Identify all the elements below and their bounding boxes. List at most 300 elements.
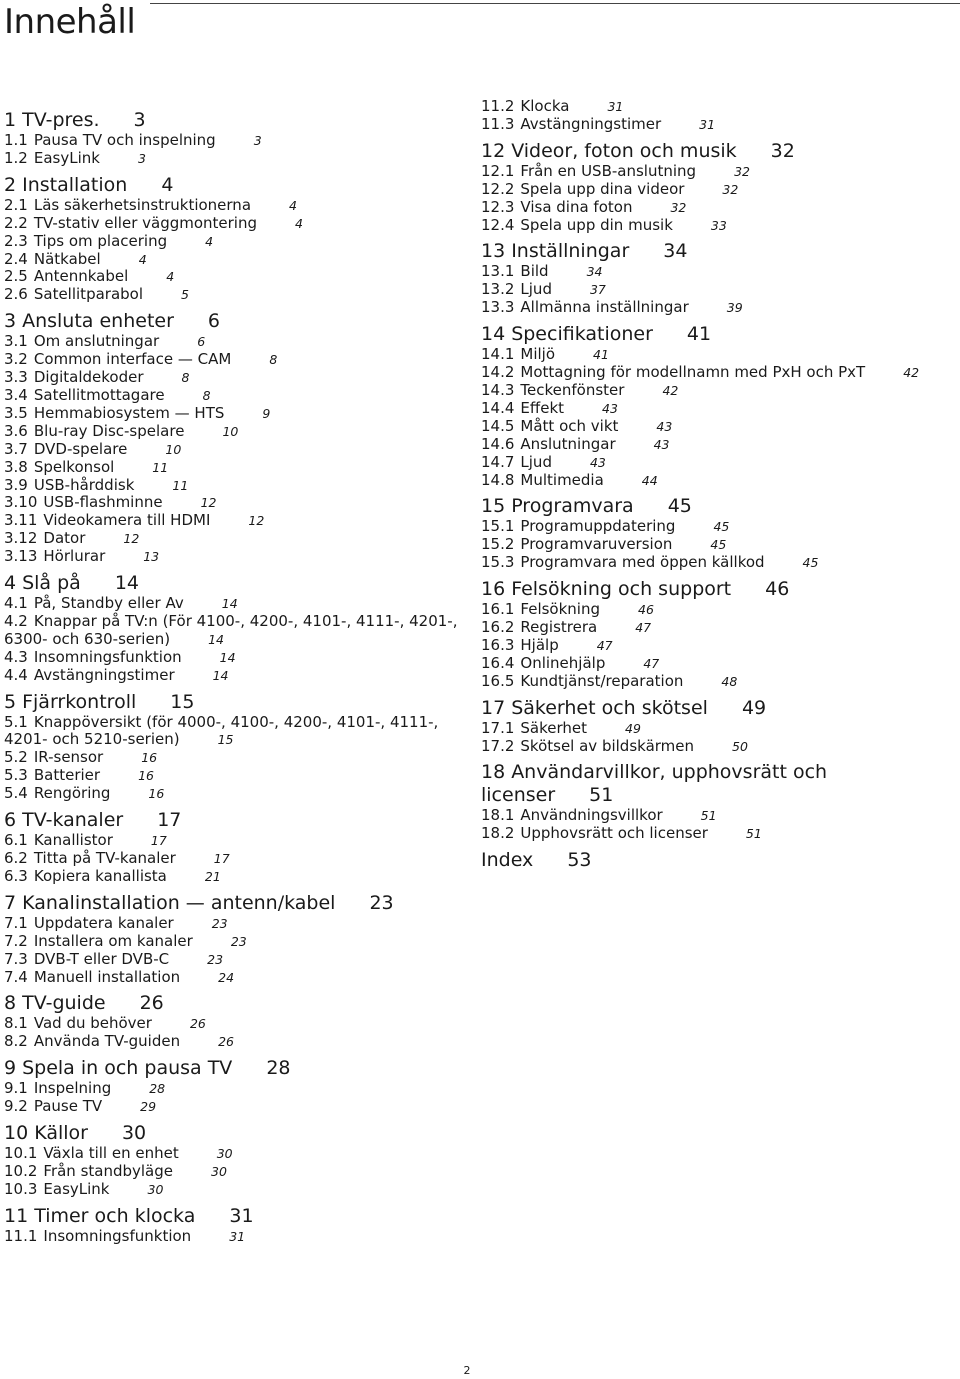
- toc-section-entry[interactable]: [481, 181, 951, 199]
- section-title: Titta på TV-kanaler: [33, 849, 176, 867]
- chapter-page: 31: [229, 1204, 254, 1227]
- section-number: 7.3: [4, 949, 28, 968]
- toc-section-entry[interactable]: [4, 477, 464, 495]
- section-title: Skötsel av bildskärmen: [520, 736, 695, 755]
- chapter-page: 30: [121, 1122, 147, 1145]
- toc-section-entry[interactable]: [4, 512, 464, 530]
- toc-section-entry[interactable]: [4, 1181, 464, 1199]
- section-title: Knappöversikt (för 4000-, 4100-, 4200-, 4101-, 4111-, 4201- och 5210-serien): [4, 712, 439, 749]
- toc-section-entry[interactable]: [4, 494, 464, 512]
- chapter-title: Säkerhet och skötsel: [511, 696, 708, 719]
- toc-section-entry[interactable]: [481, 472, 951, 490]
- section-title: Miljö: [520, 345, 556, 364]
- toc-section-entry[interactable]: [481, 418, 951, 436]
- section-title: Från standbyläge: [43, 1161, 174, 1180]
- section-title: Multimedia: [520, 470, 604, 489]
- chapter-title: TV-pres.: [22, 109, 100, 131]
- section-number: 14.6: [481, 434, 515, 453]
- toc-chapter: [4, 310, 464, 566]
- section-number: 7.4: [4, 967, 28, 986]
- section-title: EasyLink: [43, 1179, 110, 1198]
- toc-chapter-heading[interactable]: [481, 697, 951, 720]
- toc-chapter-heading[interactable]: [4, 1057, 464, 1080]
- toc-section-entry[interactable]: [4, 613, 464, 649]
- section-title: Common interface — CAM: [33, 350, 232, 369]
- section-page: 34: [586, 264, 603, 280]
- section-number: 18.2: [481, 824, 515, 843]
- section-number: 3.9: [4, 475, 28, 494]
- section-page: 14: [221, 596, 238, 612]
- toc-section-entry[interactable]: [481, 299, 951, 317]
- chapter-title: TV-guide: [22, 992, 106, 1015]
- section-number: 17.1: [481, 718, 515, 737]
- toc-section-entry[interactable]: [4, 767, 464, 785]
- section-page: 32: [670, 199, 687, 215]
- section-title: Kundtjänst/reparation: [520, 671, 684, 690]
- toc-section-entry[interactable]: [481, 601, 951, 619]
- toc-left-column: [4, 109, 464, 1250]
- section-page: 45: [710, 537, 727, 553]
- section-page: 3: [253, 133, 262, 148]
- chapter-page: 3: [133, 109, 146, 131]
- section-number: 18.1: [481, 806, 515, 825]
- toc-section-entry[interactable]: [4, 268, 464, 286]
- toc-section-entry[interactable]: [481, 199, 951, 217]
- section-number: 14.7: [481, 452, 515, 471]
- section-title: Knappar på TV:n (För 4100-, 4200-, 4101-, 4111-, 4201-, 6300- och 630-serien): [4, 611, 458, 648]
- section-title: Inspelning: [33, 1079, 112, 1098]
- toc-section-entry[interactable]: [4, 667, 464, 685]
- section-title: Säkerhet: [520, 718, 588, 737]
- toc-section-entry[interactable]: [481, 98, 951, 116]
- section-number: 10.1: [4, 1144, 38, 1163]
- section-title: Hjälp: [520, 635, 559, 654]
- toc-section-entry[interactable]: [4, 1098, 464, 1116]
- toc-chapter: [481, 140, 951, 235]
- toc-section-entry[interactable]: [481, 400, 951, 418]
- toc-section-entry[interactable]: [481, 116, 951, 134]
- toc-chapter: [481, 697, 951, 756]
- section-title: Pause TV: [33, 1097, 103, 1116]
- chapter-page: 46: [765, 578, 790, 601]
- section-page: 5: [181, 287, 189, 303]
- toc-chapter: [4, 1057, 464, 1116]
- toc-chapter: [481, 761, 951, 843]
- chapter-title: Användarvillkor, upphovsrätt och licenser: [481, 761, 828, 807]
- toc-right-column: [481, 98, 951, 876]
- section-number: 7.1: [4, 913, 28, 932]
- toc-section-entry[interactable]: [4, 868, 464, 886]
- section-title: Insomningsfunktion: [33, 647, 182, 666]
- section-title: Klocka: [520, 97, 570, 115]
- chapter-title: Kanalinstallation — antenn/kabel: [22, 891, 336, 914]
- section-number: 3.12: [4, 529, 38, 548]
- section-number: 14.8: [481, 470, 515, 489]
- section-title: Mottagning för modellnamn med PxH och PxT: [520, 363, 866, 382]
- section-number: 15.2: [481, 535, 515, 554]
- toc-chapter-heading[interactable]: [481, 761, 951, 807]
- toc-section-entry[interactable]: [4, 850, 464, 868]
- toc-section-entry[interactable]: [481, 346, 951, 364]
- section-title: Användningsvillkor: [520, 806, 663, 825]
- section-title: Spela upp din musik: [520, 215, 673, 234]
- section-title: Ljud: [520, 452, 552, 471]
- section-title: Uppdatera kanaler: [33, 913, 174, 932]
- toc-chapter-heading[interactable]: [4, 109, 464, 132]
- toc-chapter-heading[interactable]: [481, 140, 951, 163]
- section-page: 12: [123, 531, 140, 547]
- section-title: Tips om placering: [33, 231, 168, 250]
- section-number: 12.1: [481, 161, 515, 180]
- section-number: 16.3: [481, 635, 515, 654]
- toc-section-entry[interactable]: [4, 233, 464, 251]
- toc-section-entry[interactable]: [4, 1080, 464, 1098]
- toc-section-entry[interactable]: [4, 286, 464, 304]
- section-page: 47: [596, 637, 613, 653]
- section-number: 3.4: [4, 385, 28, 404]
- chapter-page: 17: [157, 809, 182, 832]
- section-page: 30: [211, 1163, 227, 1179]
- toc-chapter: [4, 992, 464, 1051]
- toc-chapter: [4, 174, 464, 304]
- chapter-number: 12: [481, 139, 506, 162]
- toc-chapter: [4, 109, 464, 168]
- section-number: 3.10: [4, 493, 38, 512]
- section-number: 6.3: [4, 866, 28, 885]
- section-page: 29: [140, 1099, 157, 1115]
- toc-section-entry[interactable]: [481, 436, 951, 454]
- section-number: 10.2: [4, 1161, 38, 1180]
- toc-chapter-heading[interactable]: [481, 323, 951, 346]
- chapter-title: Inställningar: [511, 240, 630, 263]
- toc-section-entry[interactable]: [4, 459, 464, 477]
- toc-chapter: [4, 1205, 464, 1246]
- chapter-page: 49: [741, 696, 767, 719]
- section-page: 43: [589, 454, 606, 470]
- section-number: 8.2: [4, 1032, 28, 1051]
- toc-section-entry[interactable]: [4, 251, 464, 269]
- toc-section-entry[interactable]: [4, 915, 464, 933]
- section-number: 1.2: [4, 148, 28, 167]
- section-page: 50: [732, 738, 748, 754]
- section-page: 43: [602, 400, 618, 416]
- toc-chapter-heading[interactable]: [481, 240, 951, 263]
- toc-section-entry[interactable]: [4, 441, 464, 459]
- chapter-page: 41: [686, 323, 712, 346]
- chapter-number: 10: [4, 1122, 29, 1145]
- section-number: 3.7: [4, 439, 28, 458]
- chapter-number: 18: [481, 761, 506, 784]
- toc-chapter-heading[interactable]: [481, 495, 951, 518]
- toc-section-entry[interactable]: [4, 197, 464, 215]
- toc-section-entry[interactable]: [4, 1033, 464, 1051]
- section-number: 3.5: [4, 403, 28, 422]
- section-page: 47: [643, 655, 660, 671]
- toc-section-entry[interactable]: [4, 969, 464, 987]
- section-number: 14.1: [481, 345, 515, 364]
- section-page: 39: [726, 300, 743, 316]
- toc-section-entry[interactable]: [4, 1145, 464, 1163]
- chapter-title: Installation: [22, 173, 128, 196]
- chapter-number: 5: [4, 690, 17, 713]
- section-page: 31: [229, 1228, 246, 1244]
- toc-chapter: [481, 849, 951, 872]
- section-number: 16.2: [481, 618, 515, 637]
- toc-section-entry[interactable]: [4, 369, 464, 387]
- section-page: 43: [656, 418, 673, 434]
- section-page: 14: [208, 631, 224, 647]
- section-title: Upphovsrätt och licenser: [520, 824, 708, 843]
- section-title: Hörlurar: [43, 547, 106, 566]
- section-number: 3.1: [4, 332, 28, 351]
- section-page: 31: [607, 99, 624, 114]
- section-number: 2.6: [4, 285, 28, 304]
- chapter-page: 14: [114, 572, 140, 595]
- toc-section-entry[interactable]: [4, 749, 464, 767]
- toc-section-entry[interactable]: [481, 217, 951, 235]
- toc-section-entry[interactable]: [481, 825, 951, 843]
- chapter-page: 28: [266, 1057, 291, 1080]
- chapter-number: 17: [481, 696, 506, 719]
- toc-section-entry[interactable]: [4, 1163, 464, 1181]
- toc-section-entry[interactable]: [481, 518, 951, 536]
- toc-section-entry[interactable]: [481, 163, 951, 181]
- section-page: 23: [230, 933, 247, 949]
- chapter-page: 15: [170, 690, 195, 713]
- toc-section-entry[interactable]: [4, 423, 464, 441]
- section-title: USB-flashminne: [43, 493, 163, 512]
- toc-section-entry[interactable]: [481, 807, 951, 825]
- chapter-title: Index: [481, 849, 534, 872]
- toc-section-entry[interactable]: [481, 364, 951, 382]
- section-number: 16.4: [481, 653, 515, 672]
- toc-section-entry[interactable]: [481, 619, 951, 637]
- toc-section-entry[interactable]: [4, 351, 464, 369]
- toc-section-entry[interactable]: [4, 548, 464, 566]
- section-page: 45: [802, 555, 819, 571]
- section-number: 5.1: [4, 712, 28, 731]
- section-page: 26: [218, 1034, 235, 1050]
- section-page: 30: [147, 1181, 164, 1197]
- chapter-page: 4: [161, 173, 174, 196]
- toc-section-entry[interactable]: [4, 1228, 464, 1246]
- section-page: 11: [152, 459, 169, 475]
- chapter-page: 26: [139, 992, 164, 1015]
- section-number: 9.2: [4, 1097, 28, 1116]
- section-title: Onlinehjälp: [520, 653, 606, 672]
- toc-section-entry[interactable]: [4, 714, 464, 750]
- toc-section-entry[interactable]: [4, 530, 464, 548]
- section-page: 42: [903, 365, 920, 381]
- toc-section-entry[interactable]: [4, 595, 464, 613]
- section-number: 2.2: [4, 213, 28, 232]
- section-number: 3.6: [4, 421, 28, 440]
- section-title: Visa dina foton: [520, 197, 633, 216]
- section-title: Spelkonsol: [33, 457, 115, 476]
- chapter-page: 51: [589, 784, 614, 807]
- toc-chapter-heading[interactable]: [4, 992, 464, 1015]
- toc-chapter-heading[interactable]: [4, 1122, 464, 1145]
- section-page: 47: [635, 620, 652, 636]
- section-title: EasyLink: [33, 148, 100, 167]
- section-title: Avstängningstimer: [33, 665, 175, 684]
- section-title: Kanallistor: [33, 831, 113, 850]
- toc-section-entry[interactable]: [481, 720, 951, 738]
- section-number: 1.1: [4, 131, 28, 149]
- section-page: 26: [189, 1016, 206, 1032]
- toc-section-entry[interactable]: [481, 655, 951, 673]
- toc-section-entry[interactable]: [481, 554, 951, 572]
- section-page: 6: [197, 334, 206, 350]
- section-page: 32: [734, 163, 750, 179]
- toc-section-entry[interactable]: [4, 387, 464, 405]
- section-number: 13.1: [481, 262, 515, 281]
- chapter-number: 16: [481, 578, 506, 601]
- toc-chapter-heading[interactable]: [4, 691, 464, 714]
- toc-chapter: [4, 1122, 464, 1199]
- section-title: Kopiera kanallista: [33, 866, 167, 885]
- chapter-title: Fjärrkontroll: [22, 690, 137, 713]
- toc-chapter-heading[interactable]: [4, 892, 464, 915]
- section-title: Programuppdatering: [520, 517, 676, 536]
- toc-chapter: [4, 572, 464, 685]
- toc-section-entry[interactable]: [4, 933, 464, 951]
- toc-chapter: [481, 323, 951, 489]
- chapter-number: 2: [4, 173, 17, 196]
- section-number: 11.1: [4, 1226, 38, 1245]
- section-number: 12.2: [481, 179, 515, 198]
- section-page: 44: [641, 472, 658, 488]
- toc-section-entry[interactable]: [4, 405, 464, 423]
- toc-section-entry[interactable]: [4, 832, 464, 850]
- section-number: 12.3: [481, 197, 515, 216]
- section-number: 5.3: [4, 766, 28, 785]
- toc-chapter-heading[interactable]: [481, 849, 951, 872]
- toc-section-entry[interactable]: [4, 649, 464, 667]
- section-title: Dator: [43, 529, 86, 548]
- section-title: Växla till en enhet: [43, 1144, 179, 1163]
- chapter-title: Specifikationer: [511, 323, 653, 346]
- section-title: Digitaldekoder: [33, 368, 144, 387]
- section-title: Anslutningar: [520, 434, 616, 453]
- section-number: 13.2: [481, 280, 515, 299]
- toc-section-entry[interactable]: [481, 637, 951, 655]
- toc-chapter: [481, 495, 951, 572]
- chapter-number: 14: [481, 323, 506, 346]
- toc-section-entry[interactable]: [4, 785, 464, 803]
- section-number: 3.8: [4, 457, 28, 476]
- section-number: 15.1: [481, 517, 515, 536]
- toc-section-entry[interactable]: [481, 281, 951, 299]
- section-title: Teckenfönster: [520, 380, 625, 399]
- toc-section-entry[interactable]: [481, 738, 951, 756]
- chapter-page: 34: [663, 240, 688, 263]
- section-page: 15: [217, 732, 234, 748]
- section-page: 9: [262, 405, 271, 421]
- chapter-page: 32: [770, 139, 795, 162]
- chapter-page: 6: [207, 310, 220, 333]
- section-page: 48: [721, 673, 738, 689]
- section-title: Från en USB-anslutning: [520, 161, 697, 180]
- toc-section-entry[interactable]: [4, 215, 464, 233]
- toc-section-entry[interactable]: [4, 132, 464, 150]
- section-title: Läs säkerhetsinstruktionerna: [33, 195, 252, 214]
- section-number: 6.1: [4, 831, 28, 850]
- section-page: 13: [143, 549, 160, 565]
- toc-section-entry[interactable]: [4, 1015, 464, 1033]
- page-number: 2: [463, 1364, 471, 1377]
- chapter-page: 23: [369, 891, 394, 914]
- section-page: 45: [713, 519, 730, 535]
- section-number: 3.2: [4, 350, 28, 369]
- section-number: 12.4: [481, 215, 515, 234]
- section-number: 11.2: [481, 97, 515, 115]
- section-title: DVB-T eller DVB-C: [33, 949, 170, 968]
- section-title: Registrera: [520, 618, 598, 637]
- section-title: USB-hårddisk: [33, 475, 135, 494]
- toc-chapter-heading[interactable]: [481, 578, 951, 601]
- toc-chapter-heading[interactable]: [4, 809, 464, 832]
- section-title: Manuell installation: [33, 967, 181, 986]
- section-page: 24: [218, 969, 235, 985]
- toc-section-entry[interactable]: [481, 673, 951, 691]
- section-number: 2.4: [4, 249, 28, 268]
- toc-chapter-heading[interactable]: [4, 572, 464, 595]
- section-title: Om anslutningar: [33, 332, 160, 351]
- section-title: Ljud: [520, 280, 552, 299]
- section-title: Mått och vikt: [520, 416, 619, 435]
- chapter-title: Spela in och pausa TV: [22, 1057, 233, 1080]
- toc-section-entry[interactable]: [481, 382, 951, 400]
- toc-section-entry[interactable]: [481, 263, 951, 281]
- toc-chapter-heading[interactable]: [4, 1205, 464, 1228]
- section-page: 51: [700, 808, 717, 824]
- section-page: 10: [165, 441, 182, 457]
- section-number: 14.5: [481, 416, 515, 435]
- section-number: 16.1: [481, 600, 515, 619]
- toc-chapter-heading[interactable]: [4, 174, 464, 197]
- section-page: 43: [653, 436, 670, 452]
- section-title: På, Standby eller Av: [33, 594, 184, 613]
- chapter-title: Videor, foton och musik: [511, 139, 737, 162]
- section-title: Nätkabel: [33, 249, 101, 268]
- chapter-number: 9: [4, 1057, 17, 1080]
- toc-chapter: [4, 892, 464, 987]
- section-number: 4.4: [4, 665, 28, 684]
- section-title: DVD-spelare: [33, 439, 128, 458]
- toc-section-entry[interactable]: [481, 454, 951, 472]
- toc-chapter: [4, 809, 464, 886]
- toc-section-entry[interactable]: [4, 951, 464, 969]
- section-page: 21: [204, 868, 221, 884]
- section-title: Felsökning: [520, 600, 600, 619]
- section-page: 8: [269, 352, 278, 368]
- chapter-number: 4: [4, 572, 17, 595]
- toc-section-entry[interactable]: [481, 536, 951, 554]
- toc-section-entry[interactable]: [4, 333, 464, 351]
- section-page: 14: [212, 667, 229, 683]
- toc-section-entry[interactable]: [4, 150, 464, 168]
- section-number: 3.11: [4, 511, 38, 530]
- toc-chapter-heading[interactable]: [4, 310, 464, 333]
- section-title: Programvaruversion: [520, 535, 673, 554]
- chapter-title: Källor: [34, 1122, 88, 1145]
- section-page: 42: [662, 382, 679, 398]
- section-page: 16: [141, 750, 158, 766]
- section-number: 4.1: [4, 594, 28, 613]
- section-page: 12: [200, 495, 217, 511]
- section-page: 14: [219, 649, 236, 665]
